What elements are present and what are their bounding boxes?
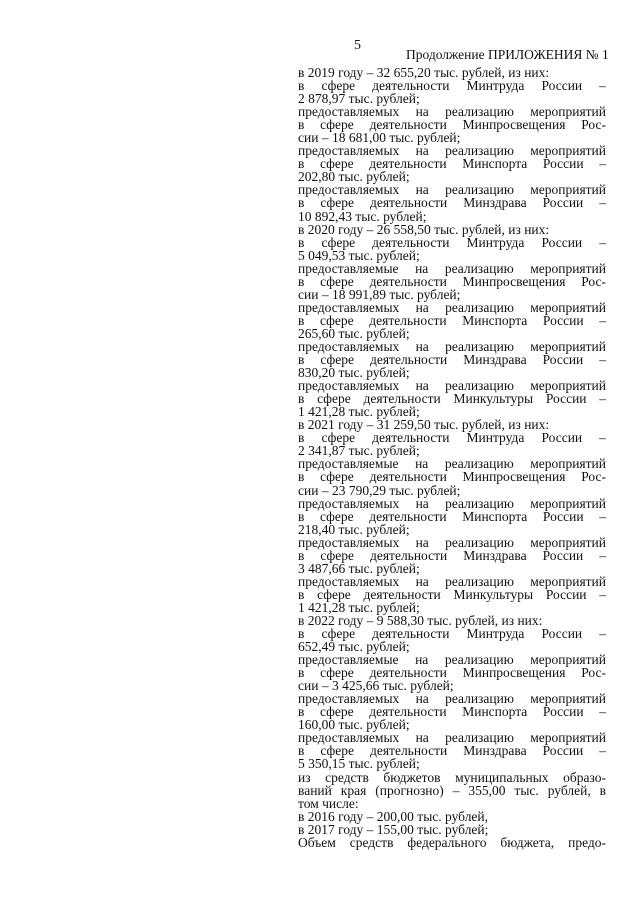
text-line: в сфере деятельности Минспорта России – [298,508,606,524]
text-line: предоставляемых на реализацию мероприятий [298,691,606,707]
text-line: в 2016 году – 200,00 тыс. рублей, [298,808,489,824]
text-line: сии – 18 991,89 тыс. рублей; [298,286,461,302]
text-line: в сфере деятельности Минпросвещения Рос- [298,665,606,681]
text-line: 1 421,28 тыс. рублей; [298,404,420,420]
text-line: в 2019 году – 32 655,20 тыс. рублей, из них: [298,65,550,80]
text-line: предоставляемые на реализацию мероприятий [298,456,606,472]
text-line: в сфере деятельности Минздрава России – [298,352,606,368]
text-line: из средств бюджетов муниципальных образо- [298,769,606,785]
text-line: предоставляемых на реализацию мероприятий [298,182,606,198]
text-line: предоставляемых на реализацию мероприятий [298,573,606,589]
text-line: в сфере деятельности Минкультуры России – [298,586,606,602]
text-line: в сфере деятельности Минздрава России – [298,547,606,563]
text-line: предоставляемых на реализацию мероприятий [298,378,606,394]
text-line: 3 487,66 тыс. рублей; [298,560,420,576]
text-line: сии – 23 790,29 тыс. рублей; [298,482,461,498]
text-line: в сфере деятельности Минпросвещения Рос- [298,469,606,485]
text-line: в сфере деятельности Минспорта России – [298,704,606,720]
text-line: в сфере деятельности Минспорта России – [298,156,606,172]
text-line: в сфере деятельности Минспорта России – [298,312,606,328]
text-line: 10 892,43 тыс. рублей; [298,208,427,224]
text-line: том числе: [298,795,359,811]
text-line: 5 049,53 тыс. рублей; [298,247,420,263]
text-line: 830,20 тыс. рублей; [298,365,410,381]
document-body [298,66,606,849]
text-line: Объем средств федерального бюджета, предо- [298,834,606,850]
page-number: 5 [354,38,361,53]
text-line: 202,80 тыс. рублей; [298,169,410,185]
text-line: в сфере деятельности Минздрава России – [298,743,606,759]
text-line: предоставляемые на реализацию мероприятий [298,260,606,276]
text-line: в 2022 году – 9 588,30 тыс. рублей, из них: [298,612,543,628]
text-line: предоставляемых на реализацию мероприятий [298,495,606,511]
text-line: в сфере деятельности Минпросвещения Рос- [298,273,606,289]
text-line: в сфере деятельности Минтруда России – [298,234,606,250]
text-line: предоставляемых на реализацию мероприятий [298,299,606,315]
text-line: 160,00 тыс. рублей; [298,717,410,733]
text-line: в 2020 году – 26 558,50 тыс. рублей, из них: [298,221,550,237]
text-line: 2 878,97 тыс. рублей; [298,91,420,107]
text-line: в сфере деятельности Минтруда России – [298,430,606,446]
text-line: в 2017 году – 155,00 тыс. рублей; [298,821,489,837]
text-line: 652,49 тыс. рублей; [298,639,410,655]
text-line: в сфере деятельности Минкультуры России – [298,391,606,407]
continuation-header: Продолжение ПРИЛОЖЕНИЯ № 1 [406,47,609,62]
text-line: предоставляемых на реализацию мероприятий [298,143,606,159]
text-line: в сфере деятельности Минтруда России – [298,626,606,642]
text-line: предоставляемых на реализацию мероприятий [298,104,606,120]
text-line: ваний края (прогнозно) – 355,00 тыс. рублей, в [298,782,606,798]
text-line: 5 350,15 тыс. рублей; [298,756,420,772]
text-line: 2 341,87 тыс. рублей; [298,443,420,459]
text-line: 265,60 тыс. рублей; [298,325,410,341]
text-line: 218,40 тыс. рублей; [298,521,410,537]
text-line: предоставляемых на реализацию мероприятий [298,730,606,746]
text-line: предоставляемых на реализацию мероприятий [298,534,606,550]
text-line: в сфере деятельности Минздрава России – [298,195,606,211]
text-line: сии – 3 425,66 тыс. рублей; [298,678,454,694]
text-line: предоставляемых на реализацию мероприятий [298,338,606,354]
text-line: в сфере деятельности Минпросвещения Рос- [298,117,606,133]
text-line: в сфере деятельности Минтруда России – [298,78,606,94]
text-line: в 2021 году – 31 259,50 тыс. рублей, из них: [298,417,550,433]
text-line: 1 421,28 тыс. рублей; [298,599,420,615]
text-line: предоставляемые на реализацию мероприятий [298,652,606,668]
text-line: сии – 18 681,00 тыс. рублей; [298,130,461,146]
